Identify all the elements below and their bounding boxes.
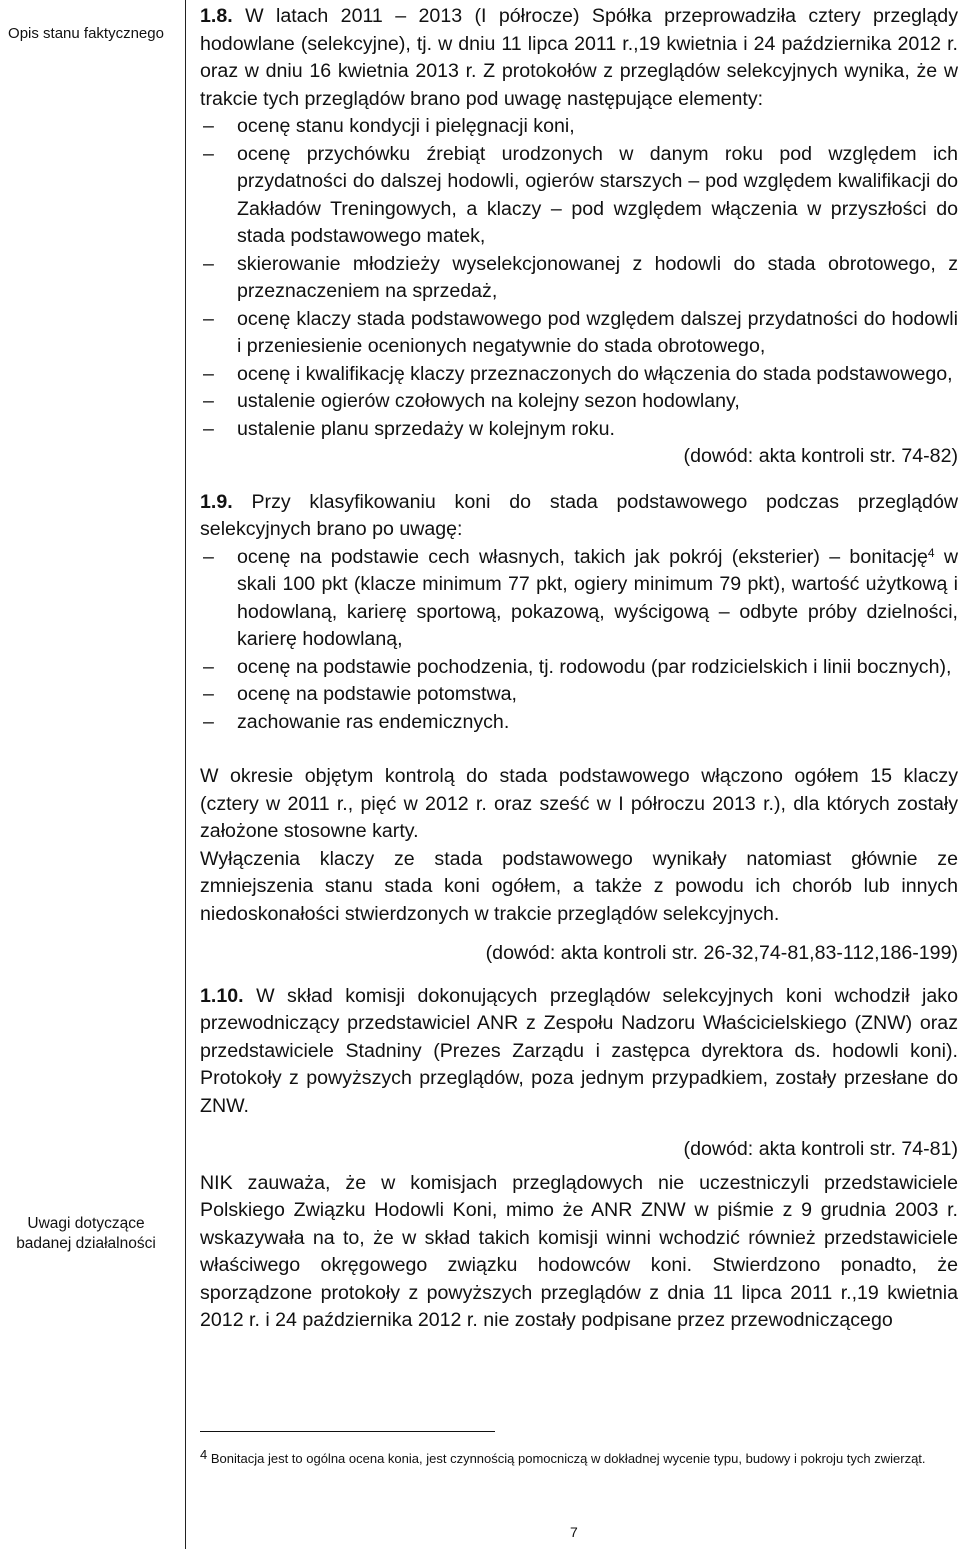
section-number: 1.9. [200,490,233,513]
footnote [200,1449,958,1469]
footnote-ref: 4 [927,545,935,560]
main-content [200,0,958,1335]
list-item-text: ocenę na podstawie cech własnych, takich jak pokrój (eksterier) – bonitację [237,545,928,568]
list-item: – ocenę na podstawie potomstwa, [200,681,958,709]
paragraph: W okresie objętym kontrolą do stada podstawowego włączono ogółem 15 klaczy (cztery w 2011 r., pięć w 2012 r. oraz sześć w I półroczu 2013 r.), dla których zostały założone stosowne karty. [200,765,958,842]
footnote-text: Bonitacja jest to ogólna ocena konia, jest czynnością pomocniczą w dokładnej wycenie typu, budowy i pokroju tych zwierząt. [210,1451,926,1466]
section-number: 1.10. [200,984,244,1007]
nik-remark: NIK zauważa, że w komisjach przeglądowych nie uczestniczyli przedstawiciele Polskiego Związku Hodowli Koni, mimo że ANR ZNW w piśmie z 9 grudnia 2003 r. wskazywała na to, że w skład takich komisji winni wchodzić również przedstawiciele właściwego okręgowego związku hodowców koni. Stwierdzono ponadto, że sporządzone protokoły z powyższych przeglądów z dnia 11 lipca 2011 r.,19 kwietnia 2012 r. i 24 października 2012 r. nie zostały podpisane przez przewodniczącego [200,1171,958,1331]
evidence-note: (dowód: akta kontroli str. 74-82) [683,445,958,467]
page-number: 7 [570,1524,578,1540]
section-1-8-list [200,113,958,443]
list-item: – skierowanie młodzieży wyselekcjonowanej z hodowli do stada obrotowego, z przeznaczeniem na sprzedaż, [200,251,958,306]
list-item: – ocenę przychówku źrebiąt urodzonych w danym roku pod względem ich przydatności do dalszej hodowli, ogierów starszych – pod względem kwalifikacji do Zakładów Treningowych, a klaczy – pod względem włączenia w przyszłości do stada podstawowego matek, [200,141,958,251]
section-text: W skład komisji dokonujących przeglądów selekcyjnych koni wchodził jako przewodniczący przedstawiciel ANR z Zespołu Nadzoru Właścicielskiego (ZNW) oraz przedstawiciele Stadniny (Prezes Zarządu i zastępca dyrektora ds. hodowli koni). Protokoły z powyższych przeglądów, poza jednym przypadkiem, zostały przesłane do ZNW. [200,984,958,1117]
section-text: Przy klasyfikowaniu koni do stada podstawowego podczas przeglądów selekcyjnych brano po uwagę: [200,490,958,540]
list-item: – ocenę stanu kondycji i pielęgnacji koni, [200,113,958,141]
section-1-10 [200,983,958,1121]
sidebar-label-remarks: Uwagi dotyczące badanej działalności [16,1215,156,1252]
section-1-8 [200,3,958,113]
list-item-text: w skali 100 pkt (klacze minimum 77 pkt, ogiery minimum 79 pkt), wartość użytkową i hodowlaną, karierę sportową, pokazową, wyścigową – odbyte próby dzielności, karierę hodowlaną, [237,545,959,650]
list-item: – ustalenie planu sprzedaży w kolejnym roku. [200,416,958,444]
sidebar-label-facts: Opis stanu faktycznego [8,25,164,42]
paragraph: Wyłączenia klaczy ze stada podstawowego wynikały natomiast głównie ze zmniejszenia stanu stada koni ogółem, a także z powodu ich chorób lub innych niedoskonałości stwierdzonych w trakcie przeglądów selekcyjnych. [200,847,958,925]
list-item: – ocenę na podstawie pochodzenia, tj. rodowodu (par rodzicielskich i linii bocznych), [200,654,958,682]
list-item: – ustalenie ogierów czołowych na kolejny sezon hodowlany, [200,388,958,416]
section-text: W latach 2011 – 2013 (I półrocze) Spółka przeprowadziła cztery przeglądy hodowlane (selekcyjne), tj. w dniu 11 lipca 2011 r.,19 kwietnia i 24 października 2012 r. oraz w dniu 16 kwietnia 2013 r. Z protokołów z przeglądów selekcyjnych wynika, że w trakcie tych przeglądów brano pod uwagę następujące elementy: [200,5,958,110]
sidebar [0,0,172,1549]
footnote-number: 4 [200,1447,208,1462]
column-divider [185,0,186,1549]
list-item: – zachowanie ras endemicznych. [200,709,958,737]
section-1-9-list [200,544,958,737]
list-item: – ocenę i kwalifikację klaczy przeznaczonych do włączenia do stada podstawowego, [200,361,958,389]
footnote-separator [200,1431,495,1432]
list-item: – ocenę klaczy stada podstawowego pod względem dalszej przydatności do hodowli i przeniesienie ocenionych negatywnie do stada obrotowego, [200,306,958,361]
section-number: 1.8. [200,5,233,27]
section-1-9 [200,489,958,544]
evidence-note: (dowód: akta kontroli str. 74-81) [683,1138,958,1160]
evidence-note: (dowód: akta kontroli str. 26-32,74-81,83-112,186-199) [485,942,958,964]
list-item [200,544,958,654]
